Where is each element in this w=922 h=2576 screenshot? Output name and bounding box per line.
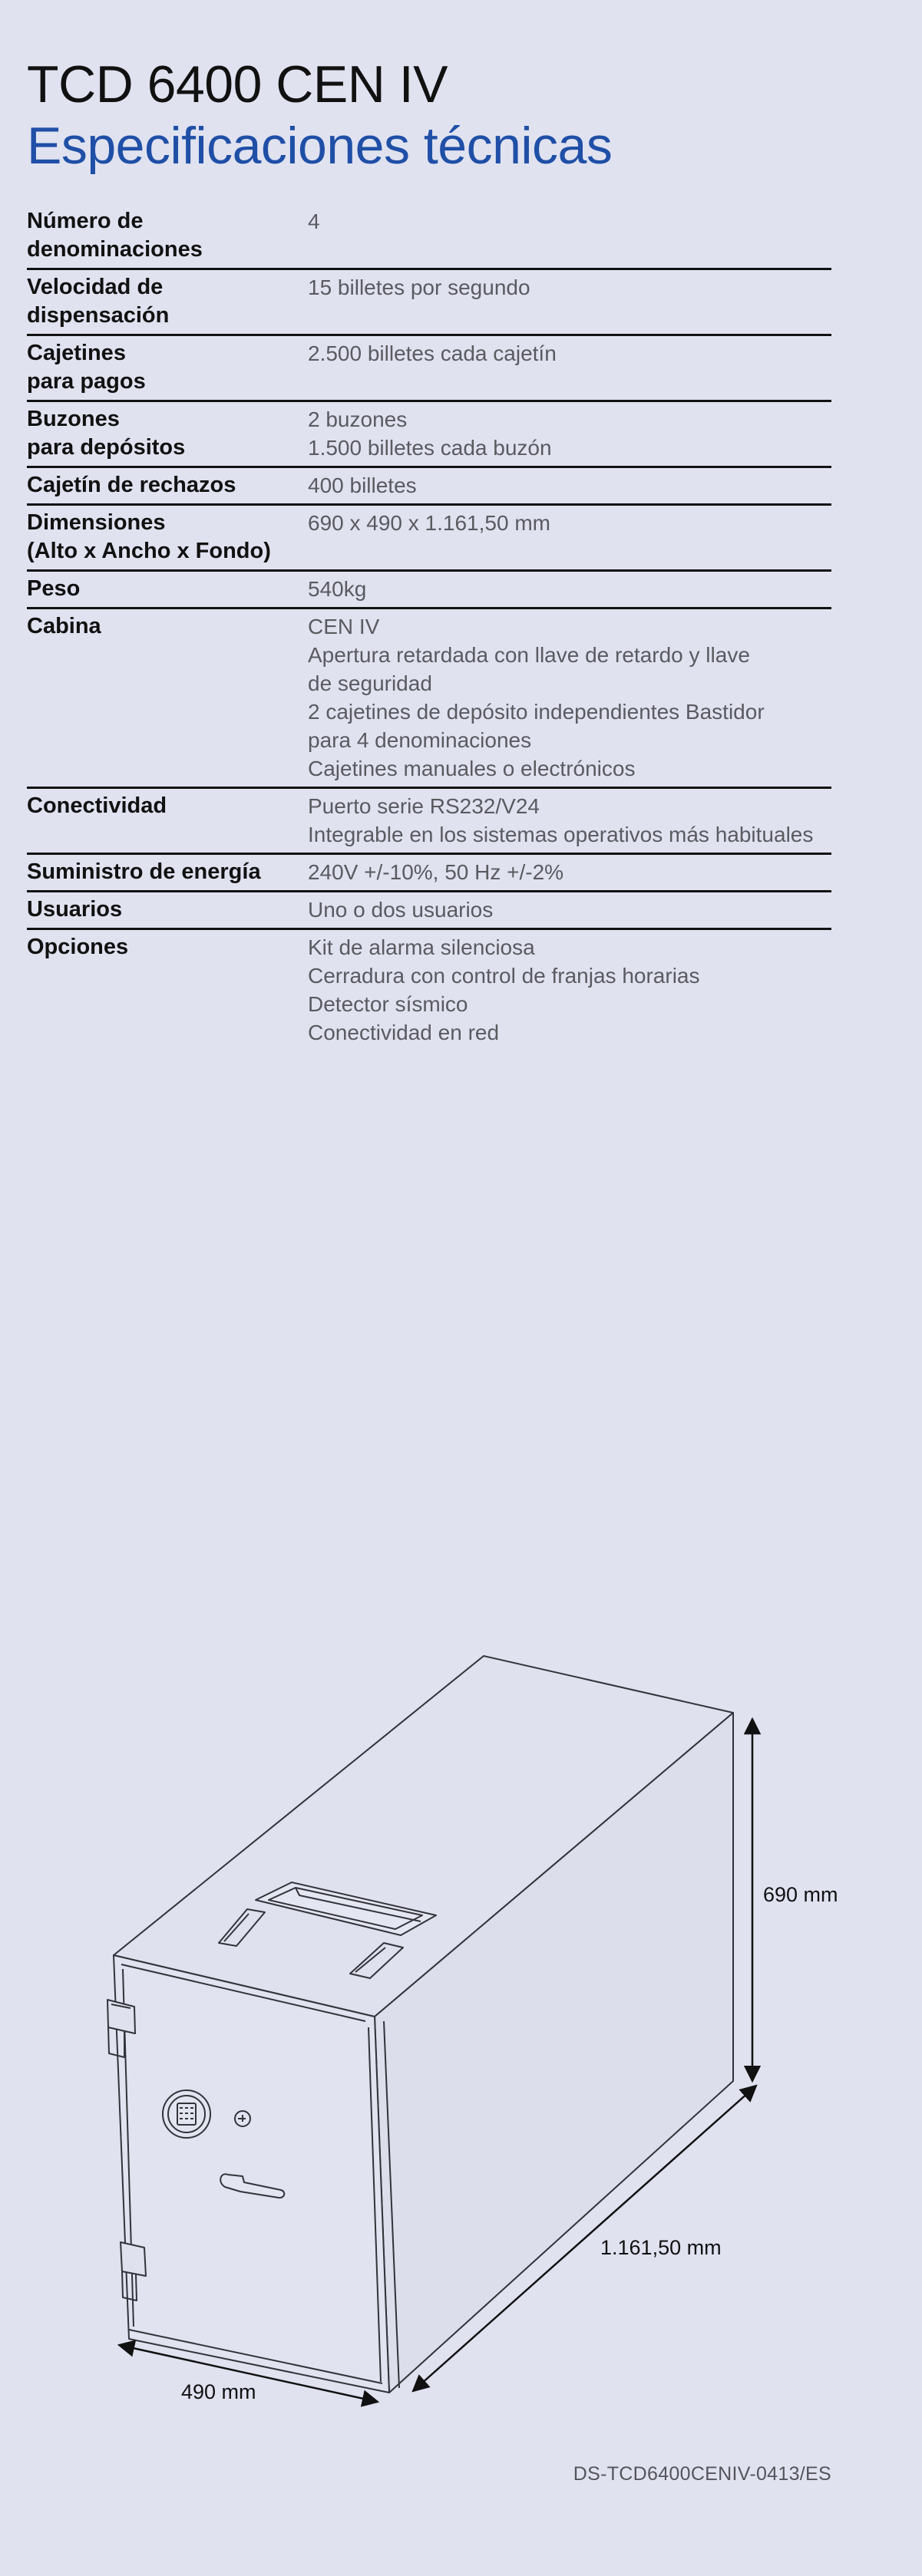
spec-row [27, 506, 831, 572]
spec-value-line: 2 cajetines de depósito independientes Bastidor [308, 700, 765, 724]
spec-value [308, 858, 831, 886]
spec-value [308, 933, 831, 1047]
spec-value [308, 895, 831, 924]
spec-label: Conectividad [27, 793, 167, 818]
spec-row [27, 930, 831, 1051]
spec-value-line: 1.500 billetes cada buzón [308, 436, 552, 460]
spec-value-line: Apertura retardada con llave de retardo y llave [308, 643, 750, 667]
safe-technical-drawing [0, 1627, 922, 2456]
spec-value [308, 207, 831, 264]
spec-value [308, 509, 831, 566]
spec-value-line: Kit de alarma silenciosa [308, 935, 535, 959]
document-code: DS-TCD6400CENIV-0413/ES [573, 2463, 831, 2485]
spec-value [308, 471, 831, 500]
depth-dimension-label: 1.161,50 mm [600, 2236, 722, 2259]
spec-row [27, 572, 831, 609]
spec-label: Dimensiones (Alto x Ancho x Fondo) [27, 510, 271, 563]
spec-label: Buzones para depósitos [27, 407, 186, 460]
spec-row [27, 789, 831, 855]
spec-label: Peso [27, 576, 81, 601]
spec-value-line: 15 billetes por segundo [308, 275, 530, 299]
spec-value [308, 273, 831, 330]
spec-value-line: Puerto serie RS232/V24 [308, 794, 540, 818]
spec-value-line: 240V +/-10%, 50 Hz +/-2% [308, 860, 564, 884]
spec-label: Usuarios [27, 897, 123, 922]
spec-row [27, 336, 831, 402]
spec-value-line: 690 x 490 x 1.161,50 mm [308, 511, 550, 535]
spec-value-line: Cerradura con control de franjas horarias [308, 964, 700, 988]
spec-value [308, 575, 831, 603]
spec-value-line: para 4 denominaciones [308, 728, 532, 752]
spec-row [27, 204, 831, 270]
spec-row [27, 468, 831, 506]
spec-table [27, 204, 831, 1051]
spec-value [308, 792, 831, 849]
spec-row [27, 270, 831, 336]
spec-value-line: 2 buzones [308, 407, 408, 431]
safe-front-face [114, 1955, 389, 2393]
spec-value-line: Uno o dos usuarios [308, 898, 494, 922]
spec-value-line: 400 billetes [308, 473, 417, 497]
spec-value [308, 612, 831, 783]
spec-value-line: 2.500 billetes cada cajetín [308, 341, 557, 365]
spec-value [308, 339, 831, 396]
spec-value-line: 4 [308, 209, 320, 233]
spec-value-line: de seguridad [308, 671, 432, 695]
spec-value-line: CEN IV [308, 615, 380, 638]
section-subtitle: Especificaciones técnicas [27, 117, 613, 175]
width-dimension-label: 490 mm [181, 2380, 256, 2403]
spec-row [27, 609, 831, 789]
spec-row [27, 402, 831, 468]
spec-label: Cajetín de rechazos [27, 473, 236, 497]
spec-value-line: Detector sísmico [308, 992, 468, 1016]
spec-value-line: Integrable en los sistemas operativos más habituales [308, 823, 814, 846]
spec-value [308, 405, 831, 462]
spec-label: Cabina [27, 614, 101, 638]
spec-value-line: Conectividad en red [308, 1021, 500, 1044]
spec-label: Opciones [27, 935, 129, 959]
spec-row [27, 855, 831, 892]
height-dimension-label: 690 mm [763, 1883, 838, 1906]
spec-value-line: Cajetines manuales o electrónicos [308, 757, 636, 780]
spec-value-line: 540kg [308, 577, 367, 601]
spec-label: Cajetines para pagos [27, 341, 146, 394]
spec-label: Número de denominaciones [27, 209, 203, 262]
spec-row [27, 892, 831, 930]
product-title: TCD 6400 CEN IV [27, 55, 448, 114]
hinge-bottom [121, 2242, 146, 2276]
spec-label: Velocidad de dispensación [27, 275, 170, 328]
spec-label: Suministro de energía [27, 859, 261, 884]
